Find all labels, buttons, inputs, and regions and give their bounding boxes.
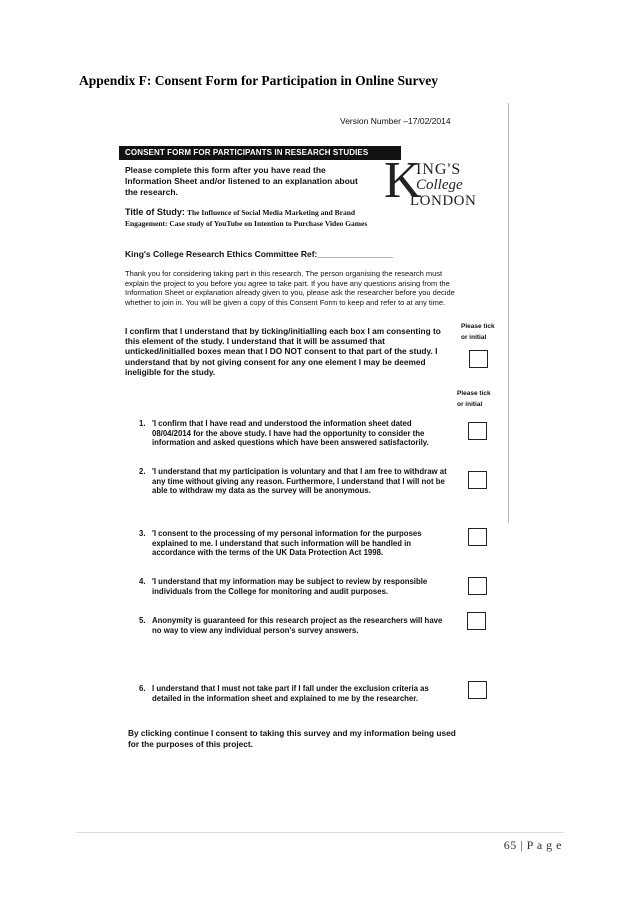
consent-checkbox-5[interactable] — [467, 612, 486, 630]
tick-heading-line: or initial — [457, 400, 483, 408]
tick-heading-line: or initial — [461, 333, 487, 341]
tick-heading-line: Please tick — [461, 323, 495, 330]
consent-checkbox-1[interactable] — [468, 422, 487, 440]
footer-divider — [76, 832, 564, 833]
consent-checkbox-2[interactable] — [468, 471, 487, 489]
item-text: 'I understand that my information may be subject to review by responsible individuals from the College for monitoring and audit purposes. — [152, 577, 428, 596]
logo-line-2: College — [416, 177, 463, 193]
appendix-title: Appendix F: Consent Form for Participation in Online Survey — [79, 73, 439, 88]
item-text: 'I confirm that I have read and understood the information sheet dated 08/04/2014 for the above study. I have had the opportunity to consider the information and asked questions which have been answered satisfactorily. — [152, 419, 429, 448]
closing-statement: By clicking continue I consent to taking this survey and my information being used for the purposes of this project. — [128, 728, 456, 749]
ethics-ref: King's College Research Ethics Committee Ref:________________ — [125, 249, 394, 259]
consent-checkbox-3[interactable] — [468, 528, 487, 546]
item-number: 4. — [139, 577, 146, 586]
item-number: 5. — [139, 616, 146, 625]
tick-heading-line: Please tick — [457, 390, 491, 397]
version-number: Version Number –17/02/2014 — [340, 116, 451, 126]
instructions: Please complete this form after you have read the Information Sheet and/or listened to an explanation about the research. — [125, 165, 358, 197]
thanks-paragraph: Thank you for considering taking part in this research. The person organising the research must explain the project to you before you agree to take part. If you have any questions arising from the Information Sheet or explanation already given to you, please ask the researcher before you decide whether to join in. You will be given a copy of this Consent Form to keep and refer to at any time. — [125, 269, 455, 307]
consent-checkbox-general[interactable] — [469, 350, 488, 368]
consent-checkbox-6[interactable] — [468, 681, 487, 699]
item-text: Anonymity is guaranteed for this research project as the researchers will have no way to view any individual person's survey answers. — [152, 616, 443, 635]
item-number: 6. — [139, 684, 146, 693]
page-number: 65 | P a g e — [503, 838, 562, 852]
study-title-label: Title of Study: — [125, 207, 185, 217]
confirm-paragraph: I confirm that I understand that by ticking/initialling each box I am consenting to this element of the study. I understand that it will be assumed that unticked/initialled boxes mean that I DO NOT consent to that part of the study. I understand that by not giving consent for any one element I may be deemed ineligible for the study. — [125, 326, 441, 377]
item-number: 3. — [139, 529, 146, 538]
tick-heading-1 — [461, 322, 501, 343]
consent-checkbox-4[interactable] — [468, 577, 487, 595]
item-text: I understand that I must not take part if I fall under the exclusion criteria as detailed in the information sheet and explained to me by the researcher. — [152, 684, 429, 703]
consent-form-scan — [112, 106, 510, 770]
item-number: 2. — [139, 467, 146, 476]
study-title: The Influence of Social Media Marketing and Brand Engagement: Case study of YouTube on Intention to Purchase Video Games — [125, 208, 368, 228]
logo-line-1: ING'S — [416, 161, 462, 178]
item-text: 'I understand that my participation is voluntary and that I am free to withdraw at any time without giving any reason. Furthermore, I understand that I will not be able to withdraw my data as the survey will be anonymous. — [152, 467, 447, 496]
form-banner: CONSENT FORM FOR PARTICIPANTS IN RESEARCH STUDIES — [119, 146, 401, 160]
kings-college-logo — [384, 152, 484, 211]
logo-line-3: LONDON — [410, 193, 477, 209]
item-text: 'I consent to the processing of my personal information for the purposes explained to me. I understand that such information will be handled in accordance with the terms of the UK Data Protection Act 1998. — [152, 529, 422, 558]
tick-heading-2 — [457, 389, 497, 410]
study-title-block — [125, 207, 395, 229]
logo-letter-k: K — [384, 152, 422, 209]
item-number: 1. — [139, 419, 146, 428]
